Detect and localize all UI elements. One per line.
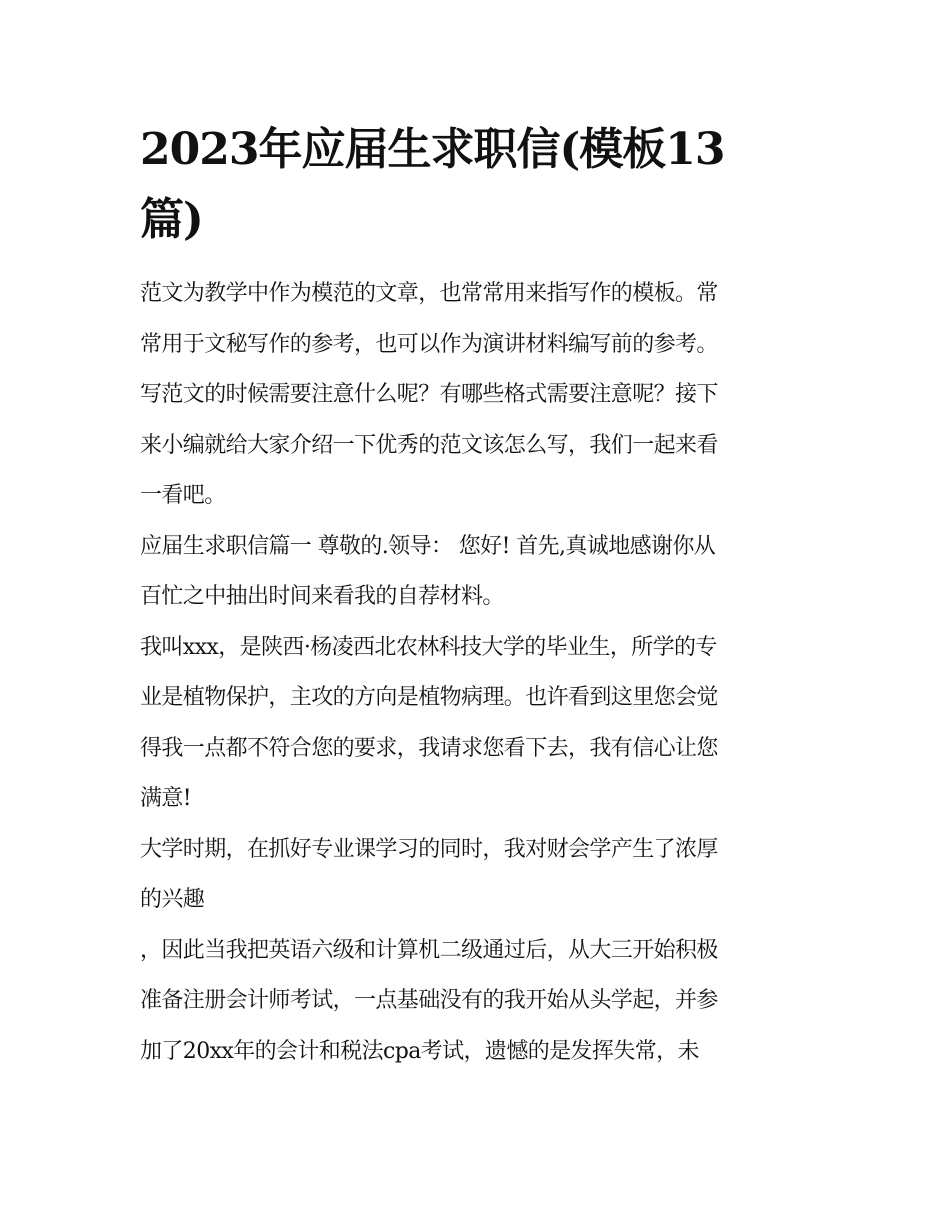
text-line: 准备注册会计师考试，一点基础没有的我开始从头学起，并参 (140, 988, 718, 1013)
document-page (140, 115, 815, 1077)
text-line: 常用于文秘写作的参考，也可以作为演讲材料编写前的参考。 (140, 331, 718, 357)
paragraph-intro (140, 269, 815, 522)
text-line: 来小编就给大家介绍一下优秀的范文该怎么写，我们一起来看 (140, 432, 718, 458)
paragraph-exams (140, 926, 815, 1078)
text-line: 业是植物保护，主攻的方向是植物病理。也许看到这里您会觉 (140, 685, 718, 710)
text-line: 大学时期，在抓好专业课学习的同时，我对财会学产生了浓厚 (140, 836, 718, 862)
paragraph-self-intro (140, 623, 815, 825)
text-line: 我叫xxx，是陕西·杨凌西北农林科技大学的毕业生，所学的专 (140, 634, 717, 660)
title-line: 篇) (140, 194, 203, 245)
paragraph-greeting (140, 522, 815, 623)
text-line: ，因此当我把英语六级和计算机二级通过后，从大三开始积极 (140, 937, 718, 963)
text-line: 得我一点都不符合您的要求，我请求您看下去，我有信心让您 (140, 735, 718, 761)
title-line: 2023年应届生求职信(模板13 (140, 124, 725, 175)
text-line: 写范文的时候需要注意什么呢？有哪些格式需要注意呢？接下 (140, 382, 718, 407)
text-line: 满意! (140, 786, 192, 811)
text-line: 应届生求职信篇一 尊敬的.领导： 您好! 首先,真诚地感谢你从 (140, 533, 716, 559)
text-line: 的兴趣 (140, 887, 205, 912)
document-title (140, 115, 815, 255)
text-line: 一看吧。 (140, 483, 226, 508)
text-line: 范文为教学中作为模范的文章，也常常用来指写作的模板。常 (140, 281, 718, 306)
text-line: 百忙之中抽出时间来看我的自荐材料。 (140, 584, 504, 609)
text-line: 加了20xx年的会计和税法cpa考试，遗憾的是发挥失常，未 (140, 1038, 699, 1064)
paragraph-university (140, 825, 815, 926)
